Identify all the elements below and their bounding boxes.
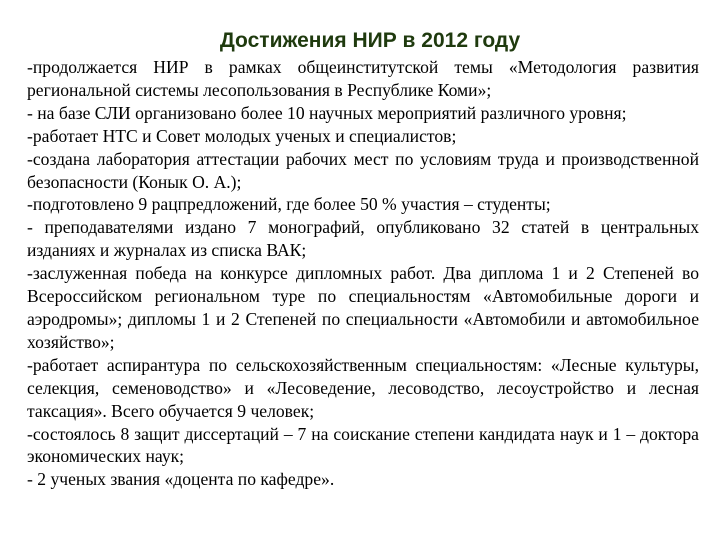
paragraph-postgraduate: -работает аспирантура по сельскохозяйственным специальностям: «Лесные культуры, селекция, семеноводство» и «Лесоведение, лесоводство, лесоустройство и лесная таксация». Всего обучается 9 человек; <box>27 354 699 421</box>
paragraph-dissertations: -состоялось 8 защит диссертаций – 7 на соискание степени кандидата наук и 1 – доктора экономических наук; <box>27 423 699 467</box>
paragraph-publications: - преподавателями издано 7 монографий, опубликовано 32 статей в центральных изданиях и журналах из списка ВАК; <box>27 217 699 261</box>
paragraph-events: - на базе СЛИ организовано более 10 научных мероприятий различного уровня; <box>27 102 627 123</box>
paragraph-rationalization: -подготовлено 9 рацпредложений, где более 50 % участия – студенты; <box>27 194 551 215</box>
paragraph-laboratory: -создана лаборатория аттестации рабочих мест по условиям труда и производственной безопасности (Конык О. А.); <box>27 148 699 192</box>
slide-body <box>27 56 699 491</box>
paragraph-councils: -работает НТС и Совет молодых ученых и специалистов; <box>27 125 457 146</box>
paragraph-nir-topic: -продолжается НИР в рамках общеинститутской темы «Методология развития региональной системы лесопользования в Республике Коми»; <box>27 57 699 100</box>
paragraph-diploma-contest: -заслуженная победа на конкурсе дипломных работ. Два диплома 1 и 2 Степеней во Всероссийском региональном туре по специальностям «Автомобильные дороги и аэродромы»; дипломы 1 и 2 Степеней по специальности «Автомобили и автомобильное хозяйство»; <box>27 263 699 352</box>
slide-title: Достижения НИР в 2012 году <box>219 29 521 52</box>
paragraph-academic-titles: - 2 ученых звания «доцента по кафедре». <box>27 469 335 490</box>
